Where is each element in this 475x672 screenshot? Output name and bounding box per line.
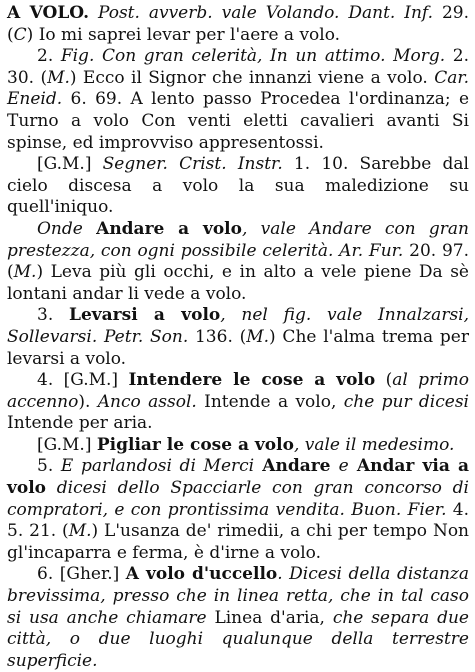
body-text: [G.M.]: [37, 154, 103, 175]
dictionary-paragraph: [7, 435, 469, 457]
italic-text: e: [338, 456, 349, 477]
body-text: [G.M.]: [37, 434, 97, 455]
headword: Levarsi a volo: [69, 305, 221, 326]
italic-text: dicesi dello Spacciarle con gran concorso di compratori, e con prontissima vendita. Buon. Fier.: [7, 478, 469, 520]
body-text: 136. (: [188, 326, 247, 347]
body-text: ).: [78, 391, 98, 412]
dictionary-paragraph: [7, 370, 469, 435]
headword: Intendere le cose a volo: [128, 370, 376, 391]
italic-text: Segner. Crist. Instr.: [102, 154, 283, 175]
dictionary-paragraph: [7, 46, 469, 154]
body-text: 4. 5. 21. (: [7, 499, 469, 542]
body-text: Intende per aria.: [7, 413, 153, 434]
body-text: 6. 69. A lento passo Procedea l'ordinanza; e Turno a volo Con venti eletti cavalieri avanti Si spinse, ed improvviso appresentossi.: [7, 89, 469, 153]
dictionary-paragraph: [7, 219, 469, 305]
body-text: 2. 30. (: [7, 46, 470, 88]
body-text: Intende a volo,: [196, 391, 344, 412]
body-text: ) Leva più gli occhi, e in alto a vele piene Da sè lontani andar li vede a volo.: [7, 262, 469, 304]
italic-text: , nel fig. vale Innalzarsi, Sollevarsi. Petr. Son.: [7, 305, 470, 347]
body-text: 20. 97. (: [7, 240, 469, 283]
italic-text: . Dicesi della distanza brevissima, presso che in linea retta, che in tal caso si usa anche chiamare: [7, 564, 469, 628]
dictionary-paragraph: [7, 564, 469, 672]
italic-text: C: [13, 24, 27, 45]
italic-text: E parlandosi di Merci: [60, 456, 255, 477]
italic-text: , vale Andare con gran prestezza, con ogni possibile celerità. Ar. Fur.: [7, 218, 470, 261]
italic-text: , vale il medesimo.: [293, 434, 455, 455]
dictionary-paragraph: [7, 305, 469, 370]
dictionary-paragraph: [7, 456, 469, 564]
headword: Andar via a volo: [7, 456, 470, 499]
body-text: [89, 3, 98, 23]
body-text: 2.: [37, 46, 61, 67]
body-text: ) L'usanza de' rimedii, a chi per tempo Non gl'incaparra e ferma, è d'irne a volo.: [7, 521, 469, 563]
dictionary-paragraph: [7, 3, 469, 46]
italic-text: M.: [13, 262, 37, 283]
body-text: Linea d'aria,: [206, 607, 333, 628]
italic-text: che separa due città, o due luoghi qualunque della terrestre superficie.: [7, 607, 469, 671]
italic-text: Post. avverb. vale Volando. Dant. Inf.: [97, 3, 434, 23]
italic-text: Onde: [37, 218, 97, 239]
italic-text: M.: [47, 67, 70, 88]
headword: A VOLO.: [7, 3, 90, 23]
body-text: 29. (: [7, 3, 469, 45]
body-text: (: [375, 370, 393, 391]
body-text: 5.: [37, 456, 61, 477]
body-text: 1. 10. Sarebbe dal cielo discesa a volo la sua maledizione su quell'iniquo.: [7, 154, 469, 218]
italic-text: Anco assol.: [97, 391, 197, 412]
body-text: ) Che l'alma trema per levarsi a volo.: [7, 326, 469, 369]
italic-text: M.: [246, 326, 270, 347]
headword: Pigliar le cose a volo: [96, 434, 294, 455]
headword: Andare: [254, 456, 339, 477]
italic-text: Car. Eneid.: [7, 67, 469, 110]
italic-text: Fig. Con gran celerità, In un attimo. Morg.: [60, 46, 446, 67]
body-text: ) Io mi saprei levar per l'aere a volo.: [26, 24, 341, 45]
body-text: 3.: [37, 305, 69, 326]
headword: Andare a volo: [96, 218, 242, 239]
dictionary-paragraph: [7, 154, 469, 219]
headword: A volo d'uccello: [125, 564, 278, 585]
body-text: ) Ecco il Signor che innanzi viene a volo.: [69, 67, 435, 88]
italic-text: che pur dicesi: [343, 391, 469, 412]
body-text: 6. [Gher.]: [37, 564, 126, 585]
italic-text: M.: [68, 521, 92, 542]
body-text: 4. [G.M.]: [37, 370, 129, 391]
italic-text: al primo accenno: [7, 370, 469, 412]
